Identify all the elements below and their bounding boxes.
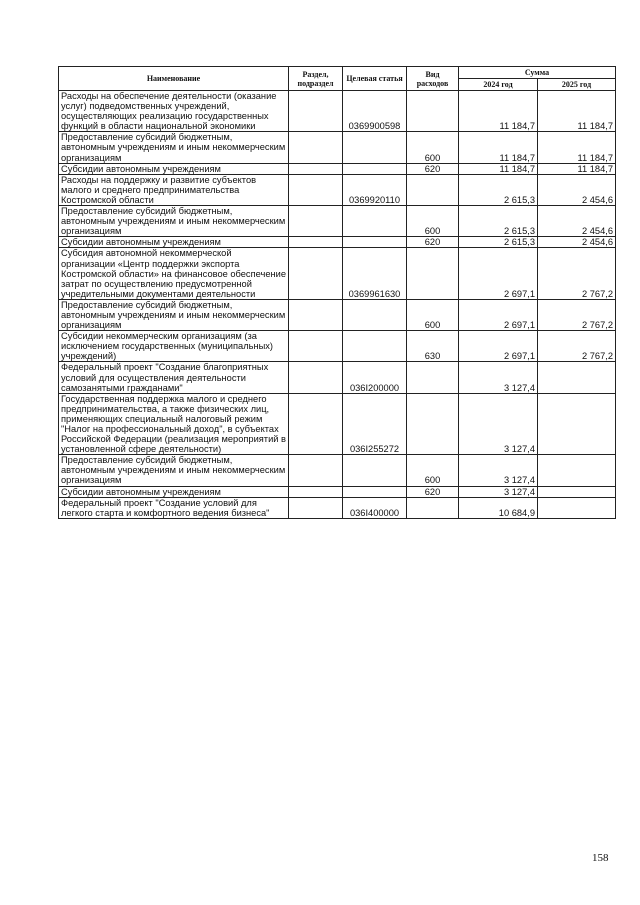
table-row — [59, 362, 616, 393]
row-2025: 2 767,2 — [538, 248, 616, 299]
table-row — [59, 331, 616, 362]
table-row — [59, 248, 616, 299]
row-vid: 620 — [407, 486, 459, 497]
row-code: 036I400000 — [343, 497, 407, 518]
row-code — [343, 206, 407, 237]
row-code: 036I255272 — [343, 393, 407, 455]
table-row — [59, 237, 616, 248]
table-row — [59, 91, 616, 132]
row-razdel — [289, 331, 343, 362]
table-row — [59, 455, 616, 486]
row-vid: 600 — [407, 455, 459, 486]
row-2025: 2 454,6 — [538, 206, 616, 237]
row-2024: 2 615,3 — [459, 206, 538, 237]
table-row — [59, 497, 616, 518]
row-razdel — [289, 299, 343, 330]
row-razdel — [289, 132, 343, 163]
row-name: Расходы на поддержку и развитие субъектов малого и среднего предпринимательства Костромской области — [59, 174, 289, 205]
row-name: Субсидии некоммерческим организациям (за исключением государственных (муниципальных) учреждений) — [59, 331, 289, 362]
row-2024: 3 127,4 — [459, 455, 538, 486]
row-razdel — [289, 455, 343, 486]
row-name: Государственная поддержка малого и среднего предпринимательства, а также физических лиц, применяющих специальный налоговый режим "Налог на профессиональный доход", в субъектах Российской Федерации (реализация мероприятий в установленной сфере деятельности) — [59, 393, 289, 455]
row-2024: 11 184,7 — [459, 163, 538, 174]
row-2024: 11 184,7 — [459, 132, 538, 163]
row-vid — [407, 393, 459, 455]
row-vid — [407, 497, 459, 518]
header-name: Наименование — [59, 67, 289, 91]
row-razdel — [289, 206, 343, 237]
row-name: Расходы на обеспечение деятельности (оказание услуг) подведомственных учреждений, осуществляющих реализацию государственных функций в области национальной экономики — [59, 91, 289, 132]
row-razdel — [289, 486, 343, 497]
row-2024: 3 127,4 — [459, 393, 538, 455]
row-vid — [407, 91, 459, 132]
table-row — [59, 132, 616, 163]
row-2024: 2 615,3 — [459, 174, 538, 205]
row-name: Предоставление субсидий бюджетным, автономным учреждениям и иным некоммерческим организациям — [59, 132, 289, 163]
row-razdel — [289, 248, 343, 299]
row-name: Предоставление субсидий бюджетным, автономным учреждениям и иным некоммерческим организациям — [59, 206, 289, 237]
row-vid: 630 — [407, 331, 459, 362]
row-code: 036I200000 — [343, 362, 407, 393]
budget-table — [58, 66, 616, 519]
table-row — [59, 486, 616, 497]
row-2025: 11 184,7 — [538, 132, 616, 163]
row-code — [343, 455, 407, 486]
row-code — [343, 331, 407, 362]
table-row — [59, 163, 616, 174]
row-vid — [407, 362, 459, 393]
row-2025 — [538, 486, 616, 497]
row-razdel — [289, 362, 343, 393]
row-code: 0369920110 — [343, 174, 407, 205]
row-2025: 2 767,2 — [538, 331, 616, 362]
row-2025 — [538, 362, 616, 393]
row-code — [343, 486, 407, 497]
row-2025: 2 767,2 — [538, 299, 616, 330]
row-2025: 11 184,7 — [538, 91, 616, 132]
row-razdel — [289, 237, 343, 248]
row-2025: 2 454,6 — [538, 237, 616, 248]
row-2024: 11 184,7 — [459, 91, 538, 132]
table-row — [59, 299, 616, 330]
table-row — [59, 174, 616, 205]
row-2025: 11 184,7 — [538, 163, 616, 174]
row-name: Субсидии автономным учреждениям — [59, 237, 289, 248]
row-2024: 2 615,3 — [459, 237, 538, 248]
table-body — [59, 91, 616, 519]
row-code — [343, 237, 407, 248]
row-razdel — [289, 393, 343, 455]
row-name: Субсидия автономной некоммерческой организации «Центр поддержки экспорта Костромской области» на финансовое обеспечение затрат по осуществлению предусмотренной учредительными документами деятельности — [59, 248, 289, 299]
row-2025 — [538, 497, 616, 518]
row-name: Предоставление субсидий бюджетным, автономным учреждениям и иным некоммерческим организациям — [59, 299, 289, 330]
header-razdel: Раздел, подраздел — [289, 67, 343, 91]
row-2024: 2 697,1 — [459, 248, 538, 299]
row-razdel — [289, 91, 343, 132]
row-2024: 10 684,9 — [459, 497, 538, 518]
row-razdel — [289, 497, 343, 518]
row-vid: 620 — [407, 237, 459, 248]
row-name: Предоставление субсидий бюджетным, автономным учреждениям и иным некоммерческим организациям — [59, 455, 289, 486]
row-code: 0369961630 — [343, 248, 407, 299]
row-name: Федеральный проект "Создание условий для легкого старта и комфортного ведения бизнеса" — [59, 497, 289, 518]
row-vid: 600 — [407, 299, 459, 330]
row-vid: 600 — [407, 206, 459, 237]
table-row — [59, 393, 616, 455]
row-2025: 2 454,6 — [538, 174, 616, 205]
row-razdel — [289, 163, 343, 174]
row-name: Субсидии автономным учреждениям — [59, 486, 289, 497]
row-2024: 2 697,1 — [459, 331, 538, 362]
row-2025 — [538, 455, 616, 486]
header-2025: 2025 год — [538, 79, 616, 91]
page-number: 158 — [592, 852, 609, 864]
row-name: Федеральный проект "Создание благоприятных условий для осуществления деятельности самозанятыми гражданами" — [59, 362, 289, 393]
row-2025 — [538, 393, 616, 455]
row-name: Субсидии автономным учреждениям — [59, 163, 289, 174]
row-vid — [407, 248, 459, 299]
row-vid: 600 — [407, 132, 459, 163]
row-razdel — [289, 174, 343, 205]
header-summa: Сумма — [459, 67, 616, 79]
row-2024: 3 127,4 — [459, 486, 538, 497]
header-vid: Вид расходов — [407, 67, 459, 91]
row-code — [343, 299, 407, 330]
row-vid: 620 — [407, 163, 459, 174]
row-vid — [407, 174, 459, 205]
row-2024: 2 697,1 — [459, 299, 538, 330]
row-code — [343, 132, 407, 163]
table-row — [59, 206, 616, 237]
header-tselevaya: Целевая статья — [343, 67, 407, 91]
row-code: 0369900598 — [343, 91, 407, 132]
header-2024: 2024 год — [459, 79, 538, 91]
row-code — [343, 163, 407, 174]
row-2024: 3 127,4 — [459, 362, 538, 393]
